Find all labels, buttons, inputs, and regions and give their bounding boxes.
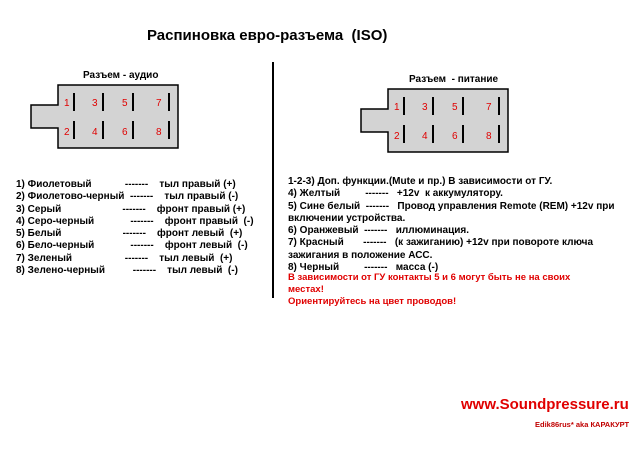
power-wire-5-cont: включении устройства.: [288, 212, 406, 224]
audio-connector-body: [31, 85, 178, 148]
power-connector-label: Разъем - питание: [409, 74, 499, 85]
audio-wire-1: 1) Фиолетовый ------- тыл правый (+): [16, 179, 236, 190]
pin-warning-line-1: В зависимости от ГУ контакты 5 и 6 могут быть не на своих местах!: [288, 272, 571, 295]
section-divider: [272, 62, 274, 298]
audio-wire-6: 6) Бело-черный ------- фронт левый (-): [16, 240, 248, 252]
power-pin-4: 4: [422, 131, 428, 142]
power-connector-body: [361, 89, 508, 152]
audio-pin-6: 6: [122, 127, 128, 138]
power-pin-3: 3: [422, 102, 428, 113]
audio-pin-3: 3: [92, 98, 98, 109]
audio-wire-4: 4) Серо-черный ------- фронт правый (-): [16, 215, 254, 227]
audio-connector-label: Разъем - аудио: [83, 70, 159, 81]
author-credit: Edik86rus* aka КАРАКУРТ: [535, 420, 630, 429]
power-wire-8: 8) Черный ------- масса (-): [288, 262, 439, 274]
audio-pin-1: 1: [64, 98, 70, 109]
power-pin-5: 5: [452, 102, 458, 113]
power-pin-1: 1: [394, 102, 400, 113]
audio-pin-4: 4: [92, 127, 98, 138]
audio-pin-7: 7: [156, 98, 162, 109]
audio-wire-7: 7) Зеленый ------- тыл левый (+): [16, 252, 233, 264]
power-connector-diagram: [360, 88, 510, 158]
power-pin-7: 7: [486, 102, 492, 113]
power-wire-list: [288, 176, 615, 274]
audio-wire-list: [16, 179, 254, 277]
power-pin-8: 8: [486, 131, 492, 142]
power-wire-7-cont: зажигания в положение АСС.: [288, 249, 433, 261]
power-wire-7: 7) Красный ------- (к зажиганию) +12v при повороте ключа: [288, 237, 593, 249]
audio-pin-5: 5: [122, 98, 128, 109]
power-wire-4: 4) Желтый ------- +12v к аккумулятору.: [288, 188, 503, 200]
power-wire-1-2-3: 1-2-3) Доп. функции.(Mute и пр.) В зависимости от ГУ.: [288, 176, 553, 187]
website-link[interactable]: www.Soundpressure.ru: [461, 396, 629, 413]
power-wire-6: 6) Оранжевый ------- иллюминация.: [288, 225, 470, 237]
audio-wire-2: 2) Фиолетово-черный ------- тыл правый (-): [16, 191, 239, 203]
power-pin-6: 6: [452, 131, 458, 142]
pin-warning-line-2: Ориентируйтесь на цвет проводов!: [288, 296, 457, 307]
page-title: Распиновка евро-разъема (ISO): [147, 27, 388, 44]
audio-pin-8: 8: [156, 127, 162, 138]
audio-wire-5: 5) Белый ------- фронт левый (+): [16, 228, 243, 240]
audio-pin-2: 2: [64, 127, 70, 138]
pin-warning: [288, 272, 608, 308]
audio-wire-3: 3) Серый ------- фронт правый (+): [16, 203, 246, 215]
power-pin-2: 2: [394, 131, 400, 142]
power-wire-5: 5) Сине белый ------- Провод управления Remote (REM) +12v при: [288, 200, 615, 212]
audio-wire-8: 8) Зелено-черный ------- тыл левый (-): [16, 265, 238, 277]
audio-connector-diagram: [30, 84, 180, 154]
